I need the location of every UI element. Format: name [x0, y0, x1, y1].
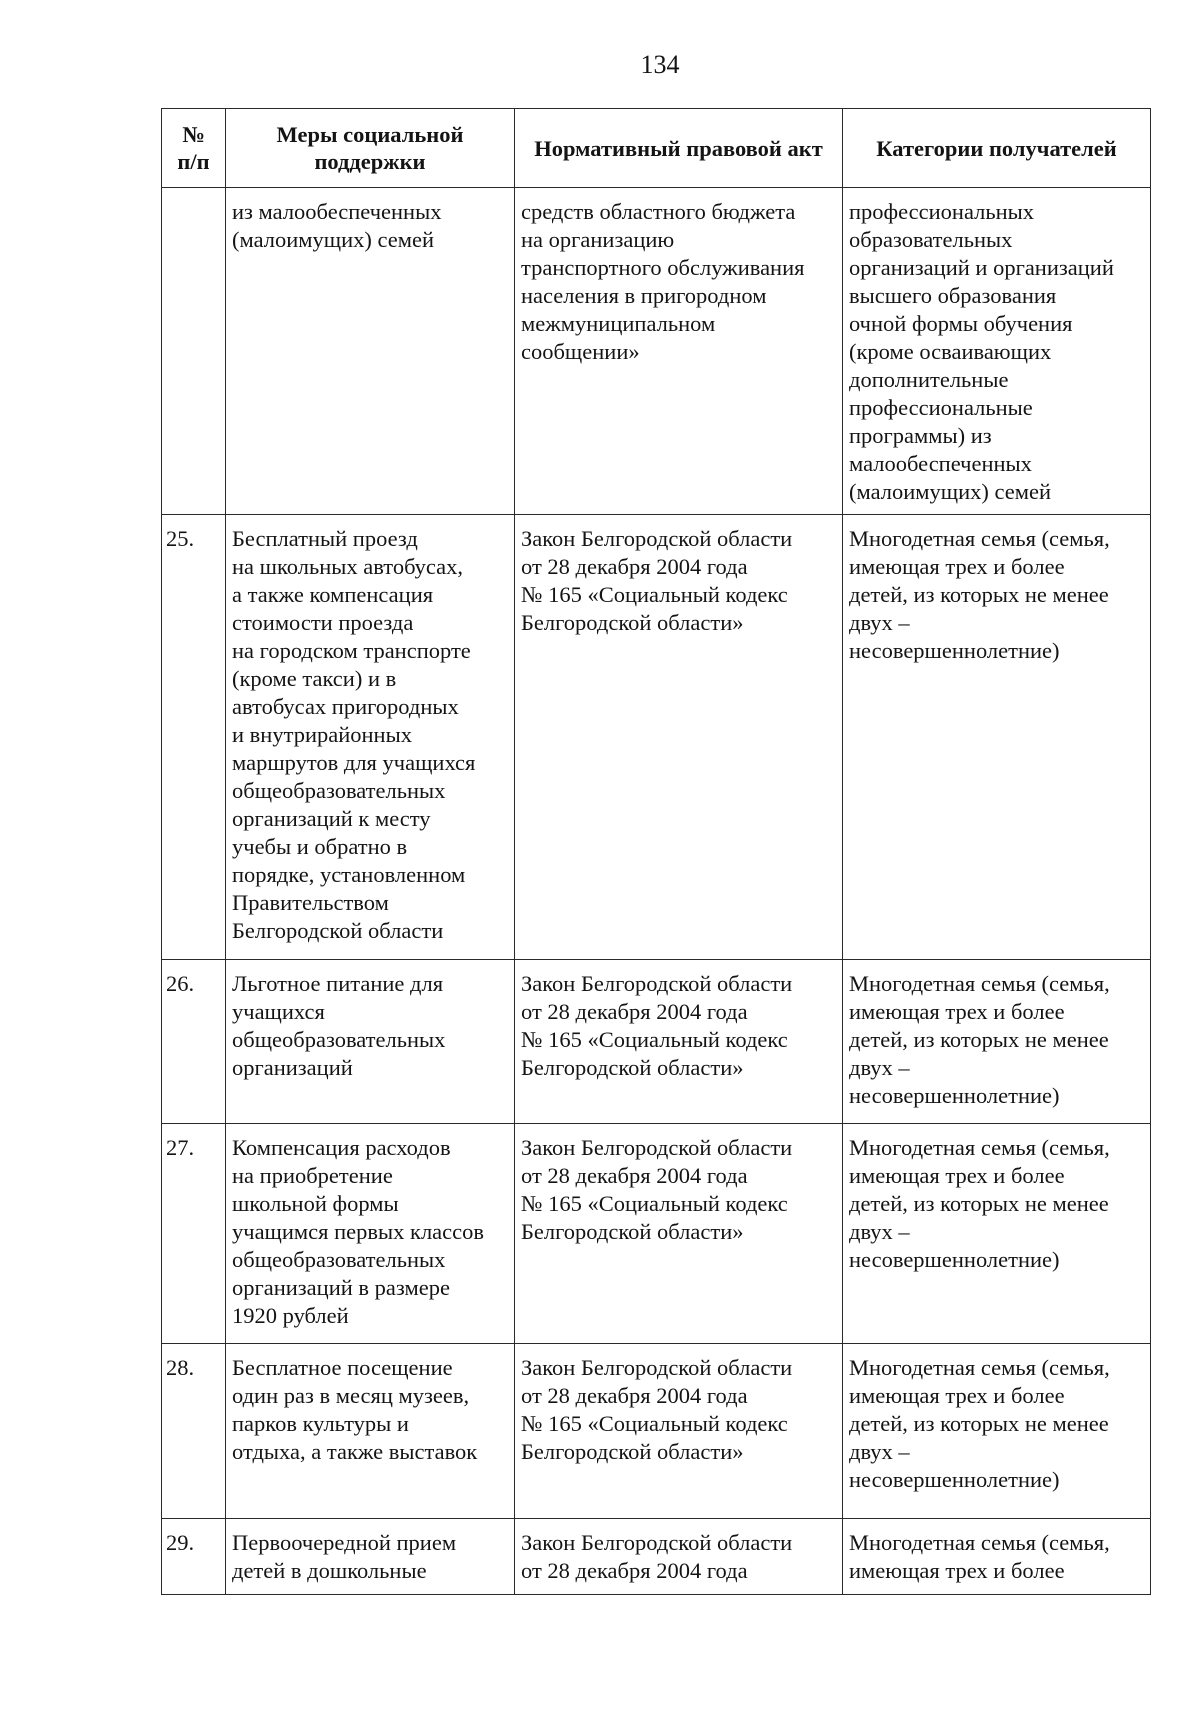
table-row	[162, 960, 1151, 1124]
row-number: 25.	[162, 515, 226, 960]
table-row	[162, 1344, 1151, 1519]
row-recipients: Многодетная семья (семья, имеющая трех и более детей, из которых не менее двух – несовершеннолетние)	[843, 1344, 1151, 1519]
row-measure: из малообеспеченных (малоимущих) семей	[226, 188, 515, 515]
row-recipients: Многодетная семья (семья, имеющая трех и более детей, из которых не менее двух – несовершеннолетние)	[843, 1124, 1151, 1344]
table-row	[162, 188, 1151, 515]
row-number	[162, 188, 226, 515]
header-legal-act: Нормативный правовой акт	[515, 109, 843, 188]
table-row	[162, 1124, 1151, 1344]
row-legal-act: Закон Белгородской области от 28 декабря 2004 года № 165 «Социальный кодекс Белгородской области»	[515, 1344, 843, 1519]
header-recipients: Категории получателей	[843, 109, 1151, 188]
row-legal-act: Закон Белгородской области от 28 декабря 2004 года	[515, 1519, 843, 1595]
row-legal-act: Закон Белгородской области от 28 декабря 2004 года № 165 «Социальный кодекс Белгородской области»	[515, 1124, 843, 1344]
row-recipients: Многодетная семья (семья, имеющая трех и более	[843, 1519, 1151, 1595]
row-legal-act: средств областного бюджета на организацию транспортного обслуживания населения в пригородном межмуниципальном сообщении»	[515, 188, 843, 515]
row-number: 29.	[162, 1519, 226, 1595]
row-measure: Льготное питание для учащихся общеобразовательных организаций	[226, 960, 515, 1124]
table-row	[162, 1519, 1151, 1595]
row-measure: Бесплатное посещение один раз в месяц музеев, парков культуры и отдыха, а также выставок	[226, 1344, 515, 1519]
row-recipients: Многодетная семья (семья, имеющая трех и более детей, из которых не менее двух – несовершеннолетние)	[843, 515, 1151, 960]
row-legal-act: Закон Белгородской области от 28 декабря 2004 года № 165 «Социальный кодекс Белгородской области»	[515, 515, 843, 960]
row-recipients: профессиональных образовательных организаций и организаций высшего образования очной формы обучения (кроме осваивающих дополнительные профессиональные программы) из малообеспеченных (малоимущих) семей	[843, 188, 1151, 515]
row-measure: Бесплатный проезд на школьных автобусах, а также компенсация стоимости проезда на городском транспорте (кроме такси) и в автобусах пригородных и внутрирайонных маршрутов для учащихся общеобразовательных организаций к месту учебы и обратно в порядке, установленном Правительством Белгородской области	[226, 515, 515, 960]
row-measure: Первоочередной прием детей в дошкольные	[226, 1519, 515, 1595]
table-row	[162, 515, 1151, 960]
header-number: № п/п	[162, 109, 226, 188]
social-support-table	[161, 108, 1151, 1595]
row-number: 26.	[162, 960, 226, 1124]
page-number: 134	[640, 50, 680, 79]
table-header-row	[162, 109, 1151, 188]
header-measures: Меры социальной поддержки	[226, 109, 515, 188]
row-legal-act: Закон Белгородской области от 28 декабря 2004 года № 165 «Социальный кодекс Белгородской области»	[515, 960, 843, 1124]
row-number: 27.	[162, 1124, 226, 1344]
row-measure: Компенсация расходов на приобретение школьной формы учащимся первых классов общеобразовательных организаций в размере 1920 рублей	[226, 1124, 515, 1344]
row-recipients: Многодетная семья (семья, имеющая трех и более детей, из которых не менее двух – несовершеннолетние)	[843, 960, 1151, 1124]
row-number: 28.	[162, 1344, 226, 1519]
